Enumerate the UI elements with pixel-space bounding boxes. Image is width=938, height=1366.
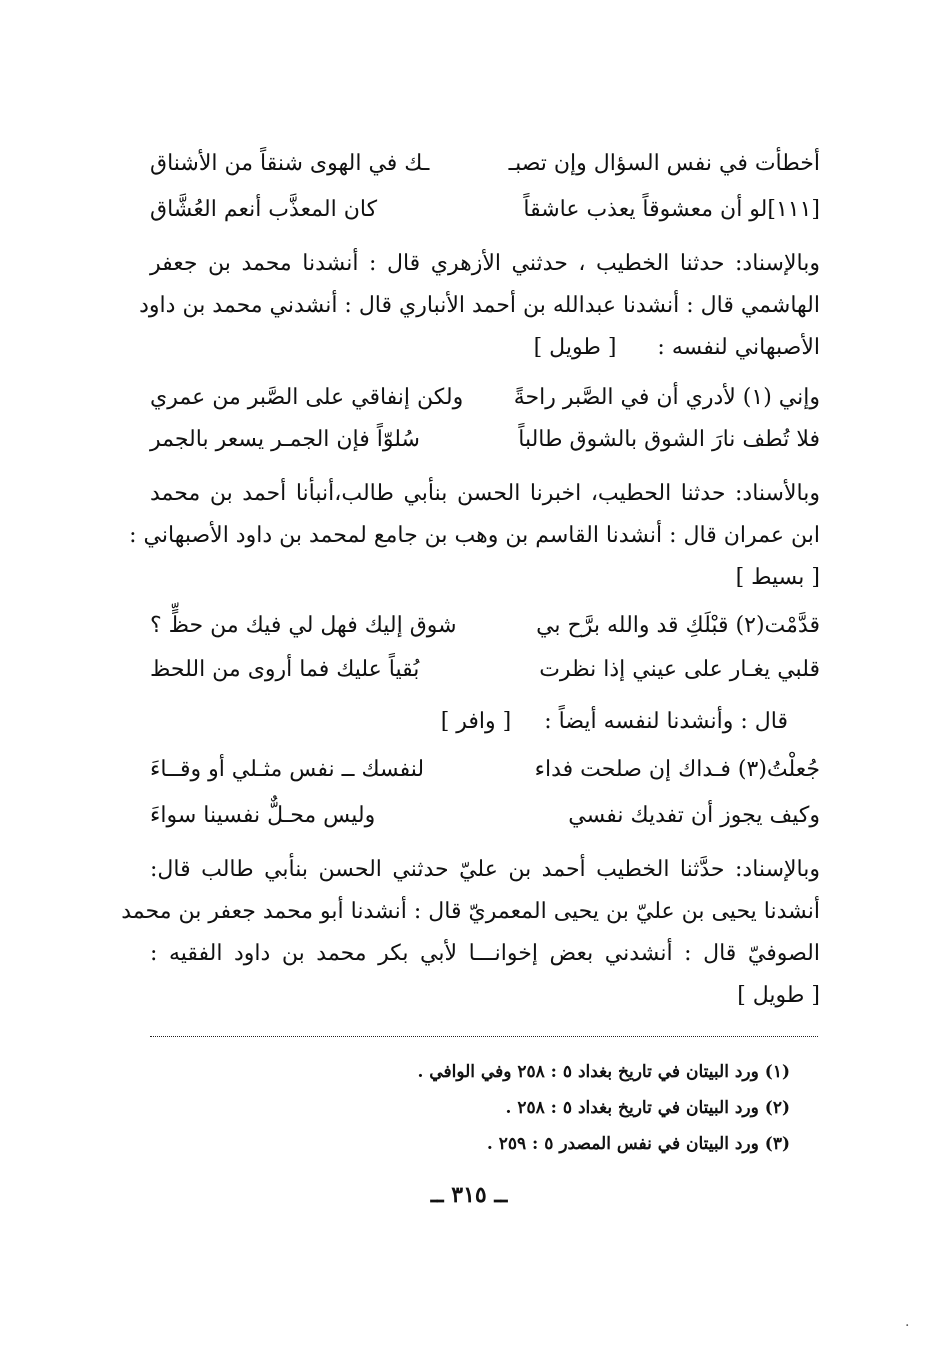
verse-hemistich-second: شوق إليك فهل لي فيك من حظٍّ ؟ [150,613,457,638]
verse-hemistich-first: [١١١]لو أن معشوقاً يعذب عاشقاً [523,197,820,222]
verse-hemistich-second: بُقياً عليك فما أروى من اللحظ [150,657,420,682]
verse-hemistich-second: كان المعذَّب أنعم العُشَّاق [150,197,378,222]
verse-hemistich-first: قدَّمْت(٢) قبْلَكِ قد والله برَّح بي [536,613,820,638]
meter-label: [ بسيط ] [735,565,820,590]
meter-label: [ طويل ] [533,335,617,360]
prose-line: وبالإسناد: حدثنا الخطيب ، حدثني الأزهري قال : أنشدنا محمد بن جعفر [150,251,820,276]
verse-hemistich-first: أخطأت في نفس السؤال وإن تصبـ [508,151,820,176]
verse-line [150,794,820,838]
footnote-divider [150,1036,818,1037]
verse-line [150,142,820,186]
prose-line: ابن عمران قال : أنشدنا القاسم بن وهب بن جامع لمحمد بن داود الأصبهاني : [129,523,820,548]
footnote: (٢) ورد البيتان في تاريخ بغداد ٥ : ٢٥٨ . [505,1098,790,1118]
meter-label: [ طويل ] [737,983,820,1008]
verse-hemistich-second: سُلوّاً فإن الجمـر يسعر بالجمر [150,427,420,452]
meter-label: [ وافر ] [440,709,512,734]
prose-line-with-meter [150,700,820,744]
verse-hemistich-second: وليس محـلٌّ نفسينا سواءَ [150,803,376,828]
verse-line [150,648,820,692]
prose-line: وبالإسناد: حدَّثنا الخطيب أحمد بن عليّ حدثني الحسن بنأبي طالب قال: [150,857,820,882]
prose-text: قال : وأنشدنا لنفسه أيضاً : [544,709,788,734]
prose-text: الأصبهاني لنفسه : [657,335,820,360]
verse-hemistich-second: ولكن إنفاقي على الصَّبر من عمري [150,385,464,410]
prose-line: الهاشمي قال : أنشدنا عبدالله بن أحمد الأنباري قال : أنشدني محمد بن داود [139,293,820,318]
verse-hemistich-second: ـك في الهوى شنقاً من الأشناق [150,151,430,176]
verse-line [150,188,820,232]
prose-line: أنشدنا يحيى بن عليّ بن يحيى المعمريّ قال : أنشدنا أبو محمد جعفر بن محمد [121,899,820,924]
footnote: (١) ورد البيتان في تاريخ بغداد ٥ : ٢٥٨ وفي الوافي . [417,1062,790,1082]
verse-hemistich-first: جُعلْتُ(٣) فـداك إن صلحت فداء [534,757,820,782]
footnote: (٣) ورد البيتان في نفس المصدر ٥ : ٢٥٩ . [486,1134,790,1154]
scan-mark: · [905,1318,910,1334]
verse-hemistich-first: وكيف يجوز أن تفديك نفسي [568,803,820,828]
verse-line [150,376,820,420]
verse-hemistich-first: فلا تُطف نارَ الشوق بالشوق طالباً [518,427,820,452]
prose-line-with-meter [150,326,820,370]
verse-line [150,418,820,462]
verse-hemistich-second: لنفسك ــ نفس مثـلي أو وقــاءَ [150,757,425,782]
verse-hemistich-first: وإني (١) لأدري أن في الصَّبر راحةً [513,385,820,410]
verse-line [150,748,820,792]
page-number: ــ ٣١٥ ــ [430,1182,508,1208]
prose-line: الصوفيّ قال : أنشدني بعض إخوانـــا لأبي بكر محمد بن داود الفقيه : [150,941,820,966]
prose-line: وبالأسناد: حدثنا الحطيب، اخبرنا الحسن بنأبي طالب،أنبأنا أحمد بن محمد [150,481,820,506]
verse-hemistich-first: قلبي يغـار على عيني إذا نظرت [539,657,820,682]
verse-line [150,604,820,648]
